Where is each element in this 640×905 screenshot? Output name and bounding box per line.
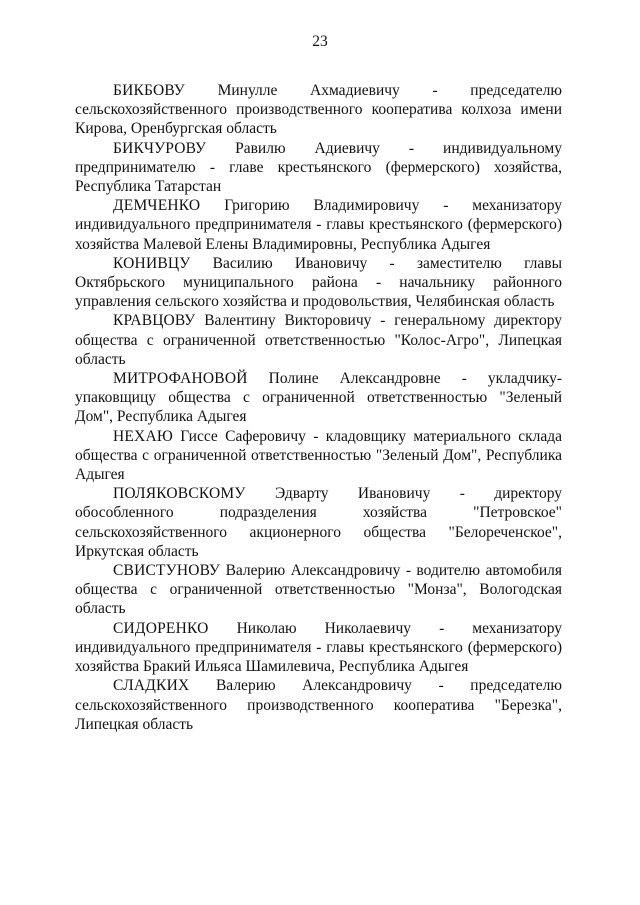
entry-surname: НЕХАЮ <box>113 427 173 445</box>
list-item <box>75 561 562 619</box>
entry-details: Эдварту Ивановичу - директору обособленного подразделения хозяйства "Петровское" сельскохозяйственного акционерного общества "Белореченское", Иркутская область <box>75 485 562 560</box>
list-item <box>75 427 562 485</box>
entry-surname: МИТРОФАНОВОЙ <box>113 370 248 388</box>
entry-surname: БИКБОВУ <box>113 82 185 99</box>
entry-details: Равилю Адиевичу - индивидуальному предпринимателю - главе крестьянского (фермерского) хозяйства, Республика Татарстан <box>75 139 562 196</box>
entry-details: Гиссе Сaферовичу - кладовщику материального склада общества с ограниченной ответственностью "Зеленый Дом", Республика Адыгея <box>75 427 562 484</box>
entry-surname: ПОЛЯКОВСКОМУ <box>113 485 246 503</box>
entry-surname: СВИСТУНОВУ <box>113 562 221 580</box>
entry-surname: БИКЧУРОВУ <box>113 139 207 157</box>
entry-surname: КРАВЦОВУ <box>113 312 196 330</box>
entry-surname: СЛАДКИХ <box>113 677 190 695</box>
page-number: 23 <box>312 33 328 50</box>
list-item <box>75 484 562 561</box>
entry-details: Николаю Николаевичу - механизатору индивидуального предпринимателя - главы крестьянского (фермерского) хозяйства Бракий Ильяса Шамилевича, Республика Адыгея <box>75 619 562 676</box>
entry-surname: ДЕМЧЕНКО <box>113 197 201 215</box>
award-list <box>75 81 562 734</box>
entry-surname: КОНИВЦУ <box>113 254 191 272</box>
entry-details: Григорию Владимировичу - механизатору индивидуального предпринимателя - главы крестьянского (фермерского) хозяйства Малевой Елены Владимировны, Республика Адыгея <box>75 197 562 253</box>
list-item <box>75 311 562 369</box>
list-item <box>75 369 562 427</box>
entry-details: Василию Ивановичу - заместителю главы Октябрьского муниципального района - начальнику районного управления сельского хозяйства и продовольствия, Челябинская область <box>75 254 562 311</box>
list-item <box>75 619 562 677</box>
list-item <box>75 254 562 312</box>
list-item <box>75 196 562 254</box>
entry-details: Валентину Викторовичу - генеральному директору общества с ограниченной ответственностью "Колос-Агро", Липецкая область <box>75 312 562 368</box>
entry-details: Валерию Александровичу - председателю сельскохозяйственного производственного кооператива "Березка", Липецкая область <box>75 677 562 733</box>
entry-surname: СИДОРЕНКО <box>113 619 209 637</box>
entry-details: Валерию Александровичу - водителю автомобиля общества с ограниченной ответственностью "Монза", Вологодская область <box>75 562 562 618</box>
entry-details: Минулле Ахмадиевичу - председателю сельскохозяйственного производственного кооператива колхоза имени Кирова, Оренбургская область <box>75 82 562 138</box>
entry-details: Полине Александровне - укладчику-упаковщицу общества с ограниченной ответственностью "Зеленый Дом", Республика Адыгея <box>75 370 562 426</box>
list-item <box>75 81 562 139</box>
list-item <box>75 676 562 734</box>
list-item <box>75 139 562 197</box>
